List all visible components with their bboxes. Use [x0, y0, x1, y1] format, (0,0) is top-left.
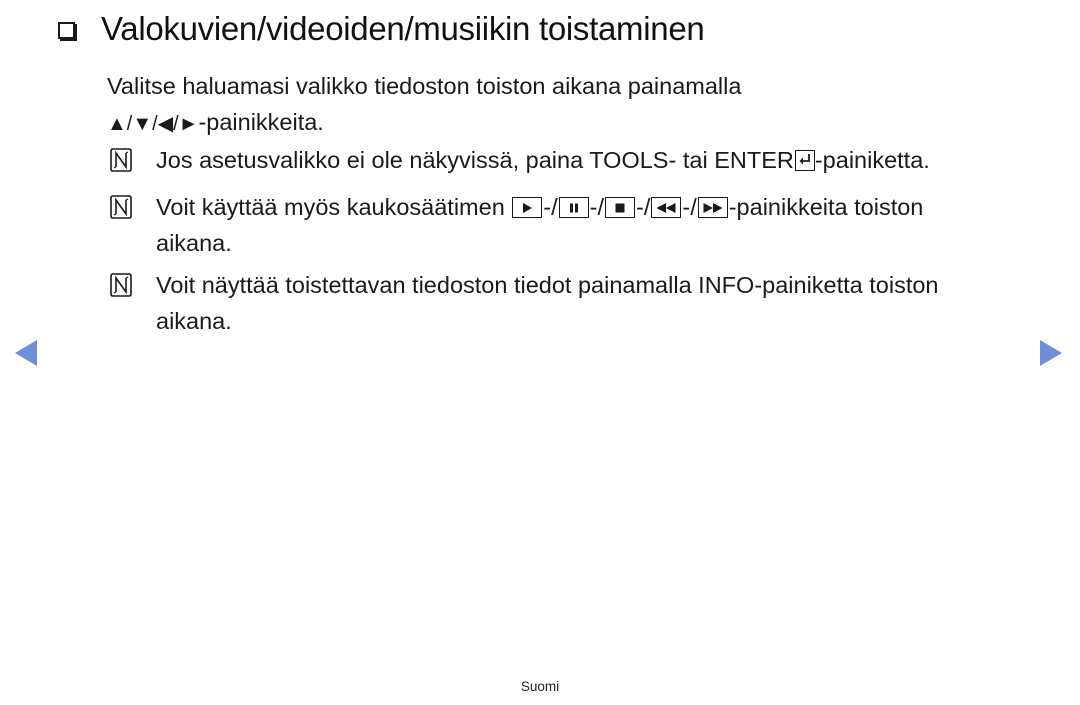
footer-language: Suomi — [520, 679, 560, 694]
tools-key-label: TOOLS — [589, 147, 669, 173]
rewind-key-icon — [651, 197, 681, 218]
enter-key-label: ENTER — [714, 147, 794, 173]
separator-4: -/ — [682, 194, 697, 220]
note-1-text-before: Jos asetusvalikko ei ole näkyvissä, paina — [156, 147, 590, 173]
checkbox-square-icon — [58, 22, 75, 39]
note-3-text-before: Voit näyttää toistettavan tiedoston tiedot painamalla — [156, 272, 699, 298]
intro-line-2 — [107, 104, 1007, 142]
pause-key-icon — [559, 197, 589, 218]
note-2-text-after: -painikkeita toiston — [728, 194, 924, 220]
info-key-label: INFO — [698, 272, 755, 298]
play-key-icon — [512, 197, 542, 218]
separator-2: -/ — [589, 194, 605, 220]
note-3-text-after: -painiketta toiston — [754, 272, 939, 298]
note-3-line-2: aikana. — [156, 308, 232, 334]
note-2 — [107, 189, 1027, 261]
intro-line-1: Valitse haluamasi valikko tiedoston toiston aikana painamalla — [107, 73, 742, 99]
triangle-left-icon[interactable] — [15, 340, 37, 366]
separator-1: -/ — [543, 194, 558, 220]
note-icon — [107, 147, 135, 173]
note-icon — [107, 272, 135, 298]
direction-arrows-text: ▲/▼/◀/► — [107, 113, 199, 135]
note-3-line-1 — [156, 267, 1027, 303]
note-2-line-2: aikana. — [156, 230, 232, 256]
stop-key-icon — [605, 197, 635, 218]
triangle-right-icon[interactable] — [1040, 340, 1062, 366]
note-1 — [107, 142, 1027, 178]
separator-3: -/ — [636, 194, 651, 220]
note-icon — [107, 194, 135, 220]
section-heading — [58, 10, 704, 48]
note-3 — [107, 267, 1027, 339]
note-2-line-1 — [156, 189, 1027, 225]
intro-paragraph — [107, 68, 1007, 142]
enter-icon — [795, 150, 815, 171]
note-1-text-after: -painiketta. — [814, 147, 930, 173]
note-2-text-before: Voit käyttää myös kaukosäätimen — [156, 194, 512, 220]
note-1-line — [156, 142, 1027, 178]
note-1-text-mid: - tai — [668, 147, 715, 173]
intro-line-2-suffix: -painikkeita. — [198, 109, 324, 135]
page-title: Valokuvien/videoiden/musiikin toistaminen — [101, 10, 705, 47]
fast-forward-key-icon — [698, 197, 728, 218]
